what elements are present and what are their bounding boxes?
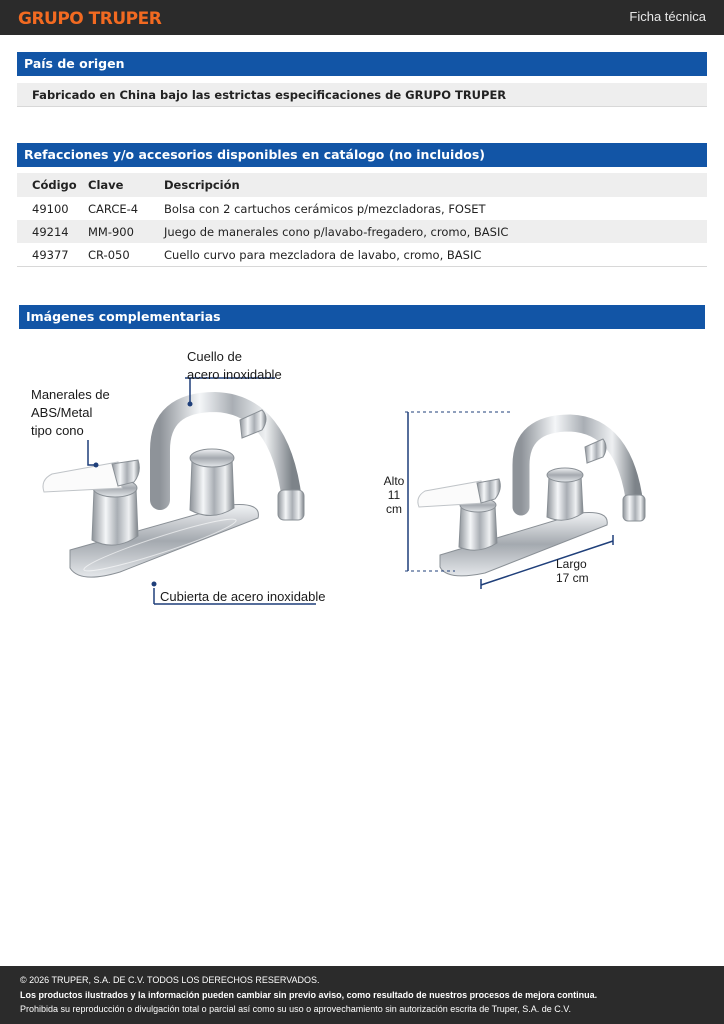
cell-description: Bolsa con 2 cartuchos cerámicos p/mezcladoras, FOSET <box>164 201 486 216</box>
document-type: Ficha técnica <box>629 9 706 24</box>
spout-tip <box>278 490 304 520</box>
origin-text: Fabricado en China bajo las estrictas especificaciones de GRUPO TRUPER <box>17 83 707 107</box>
parts-section-title: Refacciones y/o accesorios disponibles en catálogo (no incluidos) <box>17 143 707 167</box>
column-header-description: Descripción <box>164 173 707 197</box>
callout-dot-cover <box>152 582 157 587</box>
callout-handles-line3: tipo cono <box>31 423 84 438</box>
callout-line-handles <box>88 440 96 465</box>
cell-key: MM-900 <box>88 220 164 243</box>
table-row <box>17 243 707 267</box>
footer-notice: Los productos ilustrados y la información pueden cambiar sin previo aviso, como resultado de nuestros procesos de mejora continua. <box>20 990 598 1000</box>
callout-neck-line2: acero inoxidable <box>187 367 282 382</box>
callout-neck <box>187 348 282 384</box>
cell-key: CR-050 <box>88 243 164 267</box>
dimension-height-label: Alto <box>383 474 405 488</box>
cell-description: Cuello curvo para mezcladora de lavabo, cromo, BASIC <box>164 243 707 267</box>
callout-dot-neck <box>188 402 193 407</box>
table-row <box>17 220 707 243</box>
dimension-length-label: Largo <box>556 557 587 571</box>
column-header-key: Clave <box>88 173 164 197</box>
footer <box>0 966 724 1024</box>
brand-logo: GRUPO TRUPER <box>18 9 162 29</box>
faucet-illustration-left <box>30 340 330 620</box>
left-handle-cone <box>43 462 122 492</box>
left-lever <box>477 479 500 503</box>
images-section-title: Imágenes complementarias <box>19 305 705 329</box>
origin-section-title: País de origen <box>17 52 707 76</box>
left-handle-cone <box>418 481 485 507</box>
cell-key: CARCE-4 <box>88 201 139 216</box>
callout-handles-line1: Manerales de <box>31 387 110 402</box>
right-handle-cap <box>547 468 583 482</box>
cell-code: 49100 <box>32 201 69 216</box>
footer-copyright: © 2026 TRUPER, S.A. DE C.V. TODOS LOS DERECHOS RESERVADOS. <box>20 975 320 985</box>
footer-legal: Prohibida su reproducción o divulgación total o parcial así como su uso o aprovechamiento sin autorización escrita de Truper, S.A. de C.V. <box>20 1004 571 1014</box>
parts-table <box>17 173 707 267</box>
callout-cover: Cubierta de acero inoxidable <box>160 589 326 604</box>
cell-code: 49214 <box>17 220 88 243</box>
callout-handles <box>31 386 110 440</box>
top-bar <box>0 0 724 35</box>
dimension-length <box>556 557 589 585</box>
dimension-height-value: 11 cm <box>386 488 402 516</box>
faucet-illustration-right <box>395 395 665 595</box>
dimension-height <box>380 474 408 516</box>
cell-description: Juego de manerales cono p/lavabo-fregadero, cromo, BASIC <box>164 220 707 243</box>
right-lever <box>585 439 606 463</box>
callout-handles-line2: ABS/Metal <box>31 405 93 420</box>
callout-neck-line1: Cuello de <box>187 349 242 364</box>
table-row <box>17 197 707 220</box>
cell-code: 49377 <box>17 243 88 267</box>
table-header-row <box>17 173 707 197</box>
column-header-code: Código <box>17 173 88 197</box>
right-handle-cap <box>190 449 234 467</box>
spout-tip <box>623 495 645 521</box>
dimension-length-value: 17 cm <box>556 571 589 585</box>
callout-dot-handles <box>94 463 99 468</box>
